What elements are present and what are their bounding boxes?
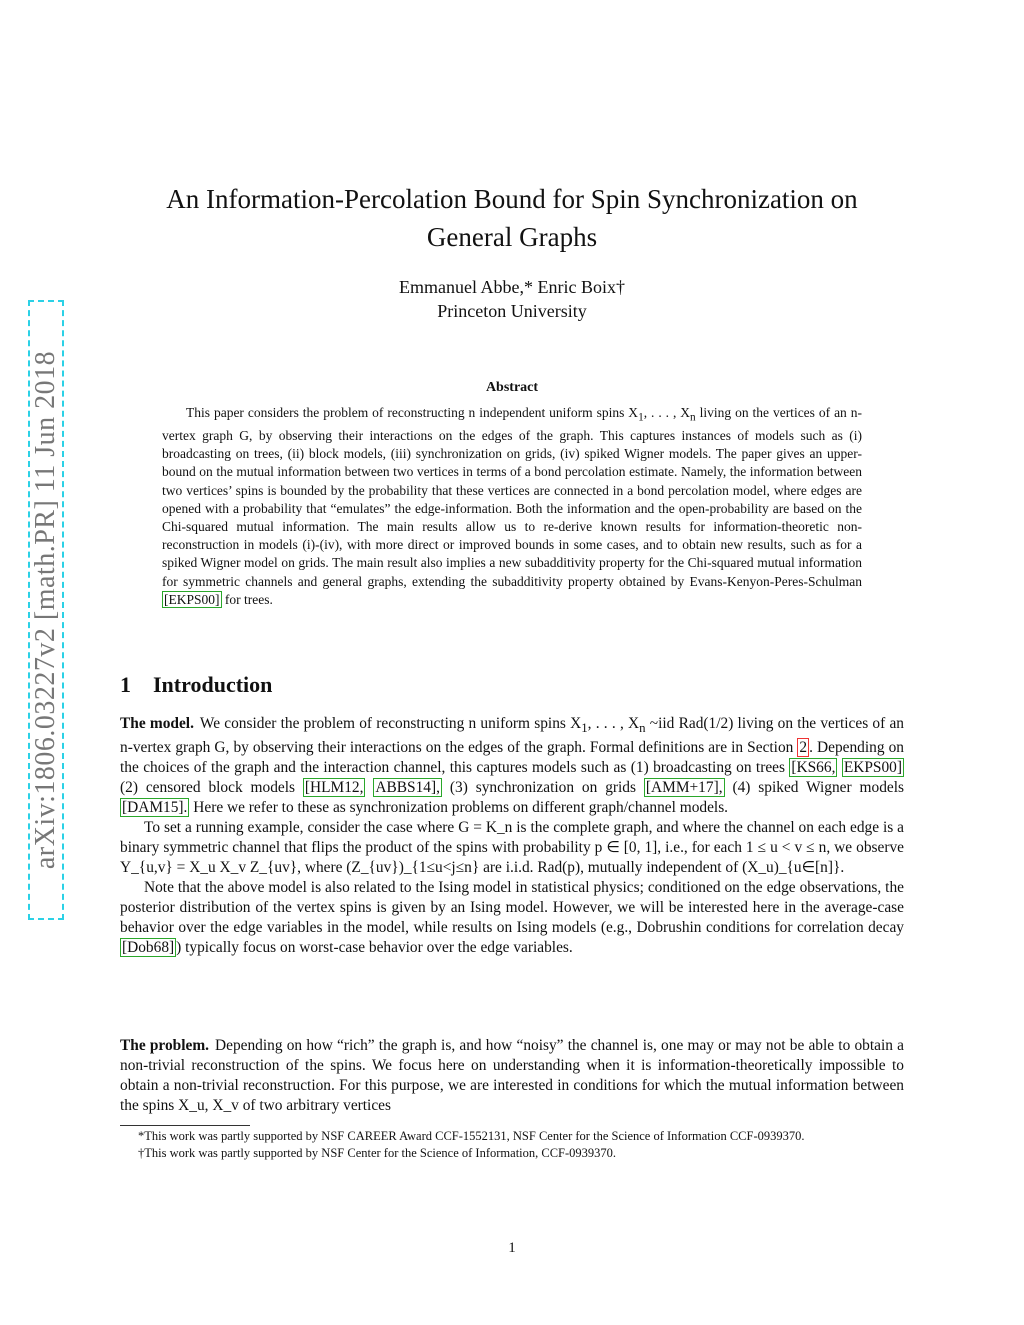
page-number: 1 bbox=[508, 1240, 516, 1256]
model-text-2: , . . . , X bbox=[587, 715, 640, 732]
paper-title: An Information-Percolation Bound for Spin Synchronization on General Graphs bbox=[166, 184, 858, 252]
arxiv-sidebar bbox=[28, 300, 64, 920]
model-text-6: (3) synchronization on grids bbox=[441, 779, 644, 797]
intro-body bbox=[120, 714, 904, 958]
ising-text-1: Note that the above model is also related to the Ising model in statistical physics; conditioned on the edge observations, the posterior distribution of the vertex spins is given by an Ising model. However, we will be interested here in the average-case behavior over the edge variables in the model, while results on Ising models (e.g., Dobrushin conditions for correlation decay bbox=[120, 879, 904, 937]
model-sub-1: 1 bbox=[581, 721, 588, 736]
citation-link[interactable]: [Dob68] bbox=[122, 939, 175, 957]
abstract-text-1: This paper considers the problem of reconstructing n independent uniform spins X bbox=[186, 405, 639, 420]
paragraph-model bbox=[120, 714, 904, 818]
paragraph-running-example: To set a running example, consider the case where G = K_n is the complete graph, and where the channel on each edge is a binary symmetric channel that flips the product of the spins with probability p ∈ [0, 1], i.e., for each 1 ≤ u < v ≤ n, we observe Y_{u,v} = X_u X_v Z_{uv}, where (Z_{uv})_{1≤u<j≤n} are i.i.d. Rad(p), mutually independent of (X_u)_{u∈[n]}. bbox=[120, 819, 904, 877]
model-text-5: (2) censored block models bbox=[120, 779, 303, 797]
model-text-1: We consider the problem of reconstructing n uniform spins X bbox=[199, 715, 582, 732]
arxiv-id[interactable]: arXiv:1806.03227v2 [math.PR] 11 Jun 2018 bbox=[30, 350, 61, 870]
footnote-2: †This work was partly supported by NSF Center for the Science of Information, CCF-0939370. bbox=[138, 1145, 617, 1160]
paragraph-problem bbox=[120, 1036, 904, 1116]
model-text-4: . Depending on the choices of the graph and the interaction channel, this captures models such as (1) broadcasting on trees bbox=[120, 739, 904, 777]
runin-heading-problem: The problem. bbox=[120, 1037, 209, 1054]
citation-link[interactable]: ABBS14], bbox=[375, 779, 440, 797]
abstract-sub-1: 1 bbox=[638, 411, 644, 424]
authors: Emmanuel Abbe,* Enric Boix† bbox=[399, 277, 625, 297]
author-block bbox=[300, 275, 724, 323]
citation-link[interactable]: [AMM+17], bbox=[645, 779, 723, 797]
runin-heading-model: The model. bbox=[120, 715, 194, 732]
problem-body bbox=[120, 1036, 904, 1116]
abstract-text-4: for trees. bbox=[221, 591, 273, 607]
footnotes bbox=[120, 1128, 904, 1161]
citation-link[interactable]: [HLM12, bbox=[304, 779, 364, 797]
abstract-text-2: , . . . , X bbox=[643, 405, 691, 420]
citation-link[interactable]: EKPS00] bbox=[843, 759, 902, 777]
problem-text: Depending on how “rich” the graph is, and how “noisy” the channel is, one may or may not be able to obtain a non-trivial reconstruction of the spins. We focus here on understanding when it is information-theoretically impossible to obtain a non-trivial reconstruction. For this purpose, we are interested in conditions for which the mutual information between the spins X_u, X_v of two arbitrary vertices bbox=[120, 1037, 904, 1114]
abstract-text-3: living on the vertices of an n-vertex graph G, by observing their interactions on the edges of the graph. This captures instances of models such as (i) broadcasting on trees, (ii) block models, (iii) synchronization on grids, (iv) spiked Wigner models. The paper gives an upper-bound on the mutual information between two vertices in terms of a bond percolation estimate. Namely, the information between two vertices’ spins is bounded by the probability that these vertices are connected in a bond percolation model, where edges are opened with a probability that “emulates” the edge-information. Both the information and the open-probability are based on the Chi-squared mutual information. The main results allow us to re-derive known results for information-theoretic non-reconstruction in models (i)-(iv), with more direct or improved bounds in some cases, and to obtain new results, such as for a spiked Wigner model on grids. The main result also implies a new subadditivity property for the Chi-squared mutual information for symmetric channels and general graphs, extending the subadditivity property obtained by Evans-Kenyon-Peres-Schulman bbox=[162, 405, 862, 589]
citation-link[interactable]: [KS66, bbox=[791, 759, 836, 777]
model-text-8: Here we refer to these as synchronization problems on different graph/channel models. bbox=[189, 799, 729, 817]
section-ref-link[interactable]: 2 bbox=[799, 739, 808, 757]
model-text-7: (4) spiked Wigner models bbox=[724, 779, 904, 797]
abstract-heading: Abstract bbox=[485, 380, 539, 395]
citation-link[interactable]: [DAM15]. bbox=[122, 799, 188, 817]
footnote-1: *This work was partly supported by NSF CAREER Award CCF-1552131, NSF Center for the Science of Information CCF-0939370. bbox=[138, 1129, 805, 1143]
abstract-body bbox=[162, 404, 862, 609]
citation-link[interactable]: [EKPS00] bbox=[164, 591, 220, 607]
paragraph-ising bbox=[120, 878, 904, 958]
model-sub-2: n bbox=[639, 721, 646, 736]
section-number: 1 bbox=[120, 672, 131, 697]
affiliation: Princeton University bbox=[437, 301, 587, 321]
section-title: Introduction bbox=[153, 672, 273, 697]
model-text-3: ~iid Rad(1/2) living on the vertices of an n-vertex graph G, by observing their interactions on the edges of the graph. Formal definitions are in Section bbox=[120, 715, 904, 757]
section-heading bbox=[120, 672, 272, 698]
ising-text-2: ) typically focus on worst-case behavior over the edge variables. bbox=[176, 939, 573, 957]
footnote-divider bbox=[120, 1125, 250, 1126]
abstract-sub-2: n bbox=[690, 411, 696, 424]
